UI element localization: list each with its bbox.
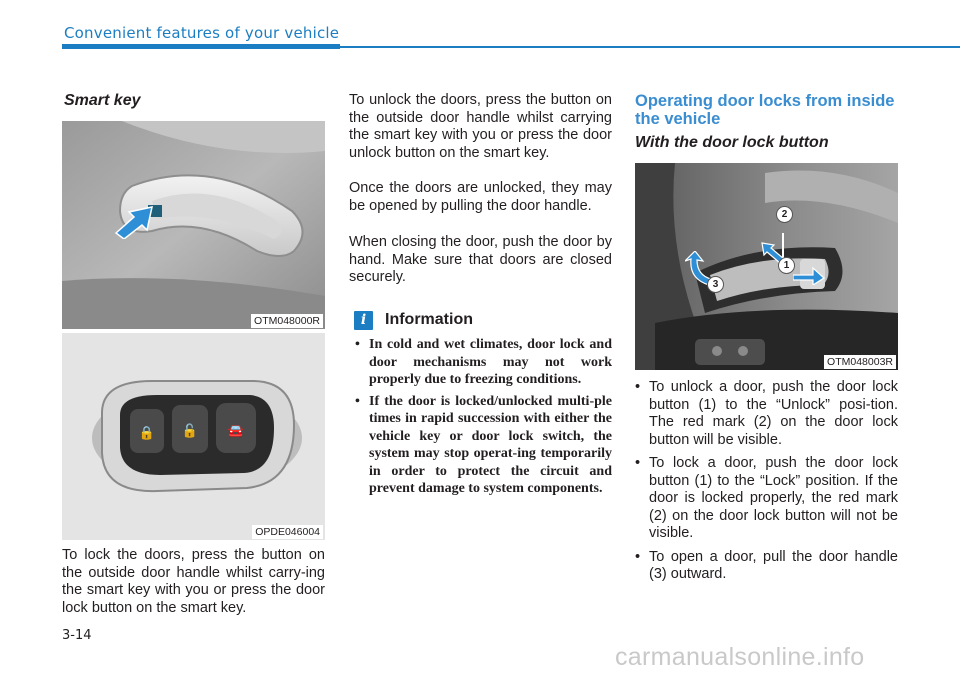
information-list	[355, 336, 612, 502]
figure-code: OPDE046004	[252, 525, 323, 539]
info-icon: i	[354, 311, 373, 330]
svg-text:🚘: 🚘	[227, 424, 245, 439]
figure-code: OTM048000R	[251, 314, 323, 328]
information-title: Information	[385, 311, 473, 328]
figure-code: OTM048003R	[824, 355, 896, 369]
callout-2: 2	[776, 206, 793, 223]
header-rule-thick	[62, 44, 340, 49]
door-lock-button-subtitle: With the door lock button	[635, 134, 829, 151]
list-item: • To lock a door, push the door lock button (1) to the “Lock” position. If the door is locked properly, the red mark (2) on the door lock button will not be visible.	[635, 455, 898, 543]
lock-paragraph: To lock the doors, press the button on the outside door handle whilst carry-ing the smart key with you or press the door lock button on the smart key.	[62, 547, 325, 616]
header-rule-thin	[340, 46, 960, 48]
page-number: 3-14	[62, 628, 92, 643]
callout-3: 3	[707, 276, 724, 293]
watermark: carmanualsonline.info	[615, 643, 865, 671]
svg-text:🔓: 🔓	[181, 424, 199, 439]
list-item: • If the door is locked/unlocked multi-ple times in rapid succession with either the vehicle key or door lock switch, the system may stop operat-ing temporarily in order to protect the circuit and prevent damage to system components.	[355, 393, 612, 498]
information-heading	[354, 309, 473, 331]
door-lock-figure	[635, 163, 898, 370]
arrow-icon	[793, 263, 825, 285]
list-item: • To unlock a door, push the door lock button (1) to the “Unlock” posi-tion. The red mark (2) on the door lock button will be visible.	[635, 379, 898, 449]
list-item: • In cold and wet climates, door lock and door mechanisms may not work properly due to freezing conditions.	[355, 336, 612, 389]
closing-paragraph: When closing the door, push the door by hand. Make sure that doors are closed securely.	[349, 234, 612, 285]
door-handle-figure	[62, 121, 325, 329]
door-lock-instructions	[635, 379, 898, 590]
list-item: • To open a door, pull the door handle (3) outward.	[635, 549, 898, 584]
section-header-title: Convenient features of your vehicle	[64, 24, 340, 42]
smart-key-title: Smart key	[64, 92, 141, 109]
arrow-icon	[114, 203, 156, 239]
unlock-paragraph: To unlock the doors, press the button on the outside door handle whilst carrying the smart key with you or press the door unlock button on the smart key.	[349, 92, 612, 161]
smart-key-figure	[62, 333, 325, 540]
callout-1: 1	[778, 257, 795, 274]
svg-text:🔒: 🔒	[138, 426, 156, 441]
door-locks-section-title: Operating door locks from inside the vehicle	[635, 92, 895, 128]
unlocked-paragraph: Once the doors are unlocked, they may be opened by pulling the door handle.	[349, 180, 612, 214]
